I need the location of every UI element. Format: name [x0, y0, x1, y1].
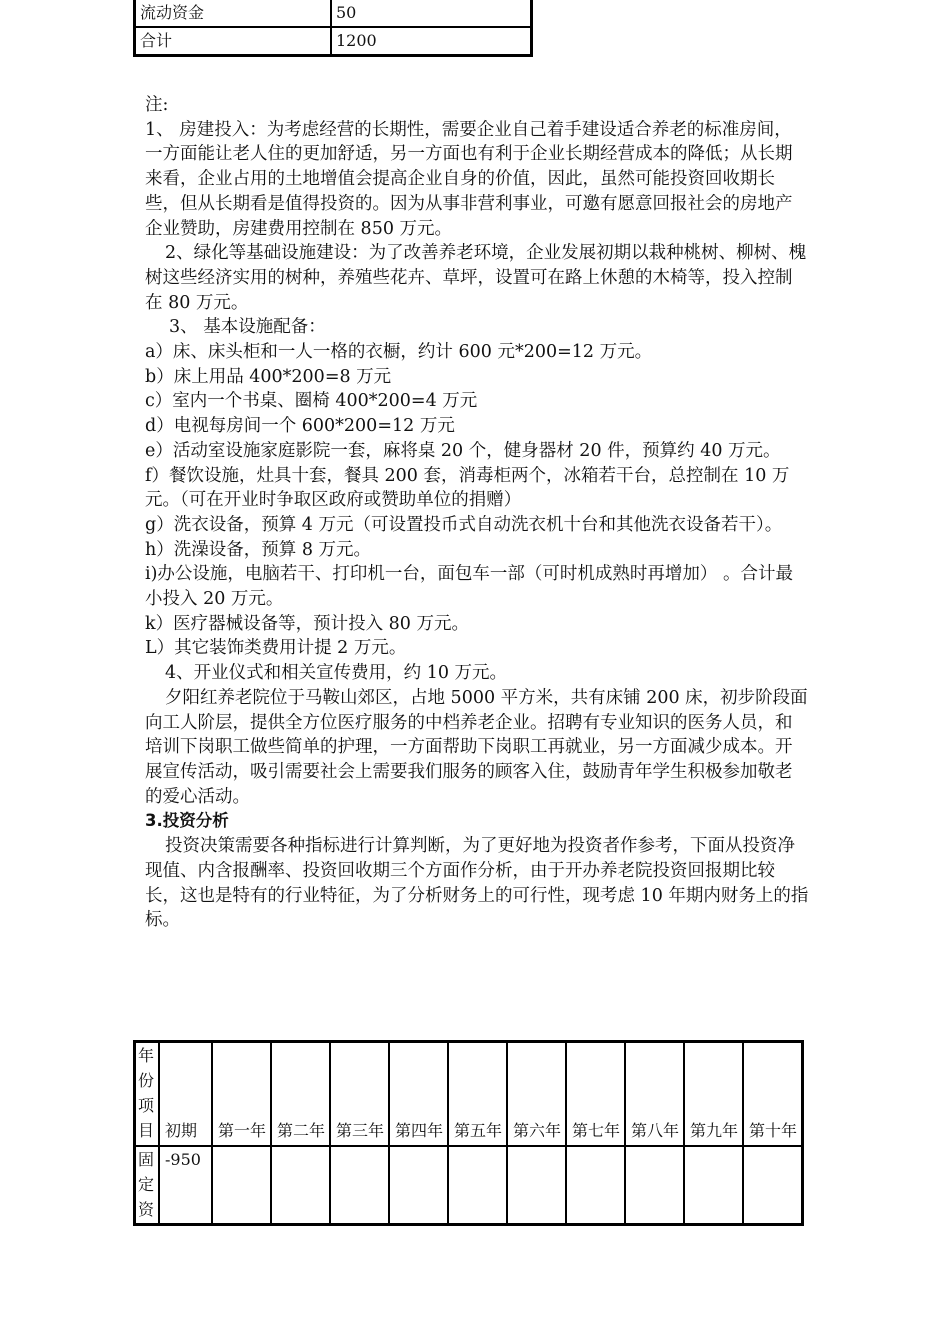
investment-analysis-table — [133, 1040, 804, 1226]
column-header: 第三年 — [330, 1042, 389, 1147]
note-paragraph-2: 2、绿化等基础设施建设：为了改善养老环境，企业发展初期以栽种桃树、柳树、槐树这些经济实用的树种，养殖些花卉、草坪，设置可在路上休憩的木椅等，投入控制在 80 万元。 — [145, 243, 807, 313]
row-label: 流动资金 — [135, 0, 332, 27]
column-header: 第二年 — [271, 1042, 330, 1147]
column-header: 第六年 — [507, 1042, 566, 1147]
list-item: b）床上用品 400*200=8 万元 — [145, 366, 392, 387]
note-paragraph-5: 夕阳红养老院位于马鞍山郊区，占地 5000 平方米，共有床铺 200 床，初步阶段面向工人阶层，提供全方位医疗服务的中档养老企业。招聘有专业知识的医务人员，和培训下岗职工做些简单的护理，一方面帮助下岗职工再就业，另一方面减少成本。开展宣传活动，吸引需要社会上需要我们服务的顾客入住，鼓励青年学生积极参加敬老的爱心活动。 — [145, 687, 808, 807]
list-item: a）床、床头柜和一人一格的衣橱，约计 600 元*200=12 万元。 — [145, 342, 653, 363]
table-cell — [389, 1146, 448, 1225]
table-cell: -950 — [159, 1146, 212, 1225]
table-cell — [625, 1146, 684, 1225]
list-item: h）洗澡设备，预算 8 万元。 — [145, 539, 372, 560]
list-item: e）活动室设施家庭影院一套，麻将桌 20 个，健身器材 20 件，预算约 40 万元。 — [145, 440, 781, 461]
table-row — [135, 27, 532, 56]
note-paragraph-4: 4、开业仪式和相关宣传费用，约 10 万元。 — [165, 663, 508, 684]
note-paragraph-1: 1、 房建投入：为考虑经营的长期性，需要企业自己着手建设适合养老的标准房间，一方面能让老人住的更加舒适，另一方面也有利于企业长期经营成本的降低；从长期来看，企业占用的土地增值会提高企业自身的价值，因此，虽然可能投资回收期长些，但从长期看是值得投资的。因为从事非营利事业，可邀有愿意回报社会的房地产企业赞助，房建费用控制在 850 万元。 — [145, 119, 793, 239]
row-label: 合计 — [135, 27, 332, 56]
table-cell — [271, 1146, 330, 1225]
section-heading: 3.投资分析 — [145, 811, 229, 831]
note-paragraph-3: 3、 基本设施配备： — [169, 317, 326, 338]
table-cell — [330, 1146, 389, 1225]
row-value: 1200 — [331, 27, 532, 56]
table-cell — [684, 1146, 743, 1225]
list-item: i)办公设施，电脑若干、打印机一台，面包车一部（可时机成熟时再增加） 。合计最小投入 20 万元。 — [145, 564, 793, 610]
column-header: 第四年 — [389, 1042, 448, 1147]
row-header: 固定资 — [135, 1146, 160, 1225]
column-header: 第五年 — [448, 1042, 507, 1147]
list-item: L）其它装饰类费用计提 2 万元。 — [145, 638, 407, 659]
table-header-row — [135, 1042, 803, 1147]
corner-header: 年份项目 — [135, 1042, 160, 1147]
table-cell — [743, 1146, 803, 1225]
table-cell — [507, 1146, 566, 1225]
list-item: f）餐饮设施，灶具十套，餐具 200 套，消毒柜两个，冰箱若干台，总控制在 10 万元。（可在开业时争取区政府或赞助单位的捐赠） — [145, 465, 790, 511]
column-header: 第九年 — [684, 1042, 743, 1147]
list-item: k）医疗器械设备等，预计投入 80 万元。 — [145, 613, 469, 634]
list-item: g）洗衣设备，预算 4 万元（可设置投币式自动洗衣机十台和其他洗衣设备若干）。 — [145, 514, 783, 535]
column-header: 初期 — [159, 1042, 212, 1147]
table-cell — [212, 1146, 271, 1225]
list-item: c）室内一个书桌、圈椅 400*200=4 万元 — [145, 391, 478, 412]
list-item: d）电视每房间一个 600*200=12 万元 — [145, 416, 455, 437]
table-row — [135, 0, 532, 27]
notes-title: 注: — [145, 95, 169, 115]
column-header: 第一年 — [212, 1042, 271, 1147]
notes-body — [145, 93, 809, 933]
section-body: 投资决策需要各种指标进行计算判断，为了更好地为投资者作参考，下面从投资净现值、内含报酬率、投资回收期三个方面作分析，由于开办养老院投资回报期比较长，这也是特有的行业特征，为了分析财务上的可行性，现考虑 10 年期内财务上的指标。 — [145, 836, 809, 931]
table-row — [135, 1146, 803, 1225]
table-cell — [566, 1146, 625, 1225]
column-header: 第十年 — [743, 1042, 803, 1147]
column-header: 第八年 — [625, 1042, 684, 1147]
budget-summary-table — [133, 0, 533, 57]
table-cell — [448, 1146, 507, 1225]
column-header: 第七年 — [566, 1042, 625, 1147]
row-value: 50 — [331, 0, 532, 27]
